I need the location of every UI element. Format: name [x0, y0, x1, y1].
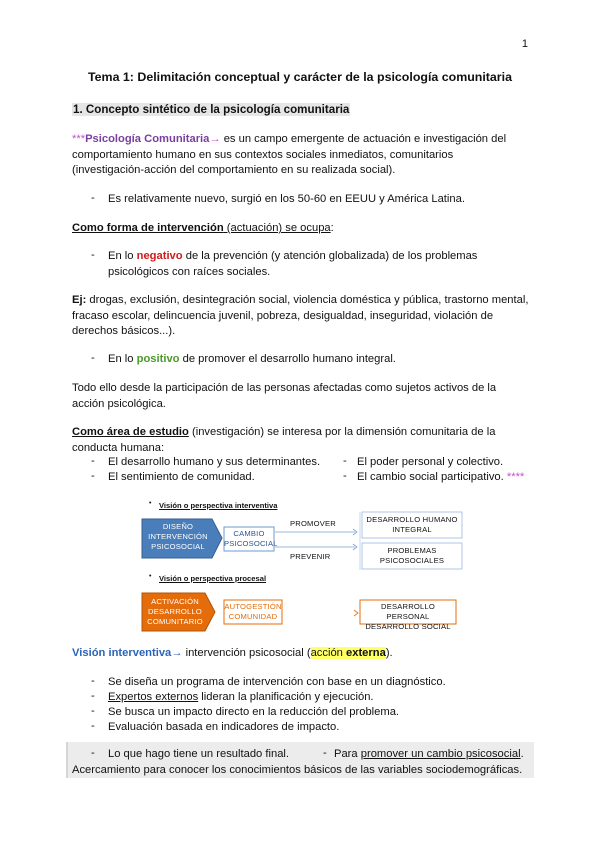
- study-heading-rest: (investigación) se interesa por la dimensión comunitaria de la: [188, 426, 496, 438]
- definition-line-2: comportamiento humano en sus contextos sociales inmediatos, comunitarios: [72, 148, 454, 161]
- study-heading-line-2: conducta humana:: [72, 441, 165, 454]
- expertos-externos: Expertos externos: [108, 691, 199, 703]
- box-desarrollo-text: DESARROLLO HUMANO INTEGRAL: [366, 515, 458, 534]
- intervention-heading-colon: :: [330, 222, 334, 234]
- interventive-bullet-1: Se diseña un programa de intervención con base en un diagnóstico.: [108, 676, 446, 688]
- term-vision-interventiva: Visión interventiva: [72, 647, 172, 659]
- box-autogestion-text: AUTOGESTIÓN COMUNIDAD: [224, 602, 282, 621]
- summary-line-2: Acercamiento para conocer los conocimientos básicos de las variables sociodemográficas.: [72, 764, 523, 776]
- ej-label: Ej:: [72, 294, 87, 306]
- definition-line-1: es un campo emergente de actuación e investigación del: [220, 133, 507, 145]
- interventive-bullet-4: Evaluación basada en indicadores de impacto.: [108, 721, 340, 733]
- pos-pre: En lo: [108, 353, 137, 365]
- neg-pre: En lo: [108, 250, 137, 262]
- box-problemas-text: PROBLEMAS PSICOSOCIALES: [379, 546, 445, 565]
- box-diseno-text: DISEÑO INTERVENCIÓN PSICOSOCIAL: [148, 522, 208, 551]
- stars-mark: ***: [72, 133, 86, 145]
- box-cambio-text: CAMBIO PSICOSOCIAL: [224, 529, 278, 548]
- promover-label: PROMOVER: [290, 519, 336, 528]
- diagram-label-interventiva: Visión o perspectiva interventiva: [159, 501, 278, 510]
- study-item-desarrollo: El desarrollo humano y sus determinantes.: [108, 456, 321, 468]
- ej-line-2: fracaso escolar, delincuencia juvenil, pobreza, desigualdad, inseguridad, violación de: [72, 309, 494, 322]
- participation-line-1: Todo ello desde la participación de las personas afectadas como sujetos activos de la: [72, 382, 497, 394]
- intervention-heading-rest: (actuación) se ocupa: [223, 222, 331, 234]
- term-psicologia-comunitaria: Psicología Comunitaria: [85, 133, 210, 145]
- bullet-new-field: Es relativamente nuevo, surgió en los 50-60 en EEUU y América Latina.: [108, 193, 465, 205]
- box-personal-text: DESARROLLO PERSONAL DESARROLLO SOCIAL: [365, 602, 451, 631]
- summary-left: Lo que hago tiene un resultado final.: [108, 748, 290, 760]
- word-positivo: positivo: [136, 353, 180, 365]
- dash-bullet: -: [91, 705, 95, 717]
- dash-bullet: -: [91, 470, 95, 482]
- interventive-heading: [72, 646, 537, 662]
- dash-bullet: -: [343, 455, 347, 467]
- interventive-close: ).: [385, 647, 393, 659]
- interventive-bullet-3: Se busca un impacto directo en la reducción del problema.: [108, 706, 400, 718]
- study-item-poder: El poder personal y colectivo.: [357, 456, 504, 468]
- dash-bullet: -: [91, 249, 95, 261]
- dash-bullet: -: [91, 720, 95, 732]
- document-title: Tema 1: Delimitación conceptual y carácter de la psicología comunitaria: [88, 70, 512, 84]
- dash-bullet: -: [323, 747, 327, 759]
- dash-bullet: -: [91, 690, 95, 702]
- highlight-accion: acción: [310, 647, 347, 659]
- diagram-label-procesal: Visión o perspectiva procesal: [159, 574, 267, 583]
- bullet-dot: •: [149, 573, 152, 580]
- ej-line-3: derechos básicos...).: [72, 325, 176, 338]
- dash-bullet: -: [91, 675, 95, 687]
- summary-right-post: .: [520, 748, 524, 760]
- stars-mark: ****: [503, 471, 525, 483]
- prevenir-label: PREVENIR: [290, 552, 331, 561]
- study-heading-bold: Como área de estudio: [72, 426, 189, 438]
- dash-bullet: -: [91, 455, 95, 467]
- section-heading: 1. Concepto sintético de la psicología comunitaria: [73, 103, 350, 116]
- interventive-rest: intervención psicosocial (: [182, 647, 311, 659]
- interventive-bullet-2-rest: lideran la planificación y ejecución.: [198, 691, 374, 703]
- summary-right-pre: Para: [334, 748, 361, 760]
- bullet-dot: •: [149, 500, 152, 507]
- word-negativo: negativo: [136, 250, 183, 262]
- arrow-icon: →: [171, 647, 183, 659]
- study-item-cambio-text: El cambio social participativo.: [357, 471, 504, 483]
- neg-post: de la prevención (y atención globalizada) de los problemas: [182, 250, 478, 262]
- dash-bullet: -: [343, 470, 347, 482]
- participation-line-2: acción psicológica.: [72, 397, 166, 410]
- neg-line-2: psicológicos con raíces sociales.: [108, 265, 271, 278]
- box-activacion-text: ACTIVACIÓN DESARROLLO COMUNITARIO: [147, 597, 203, 626]
- dash-bullet: -: [91, 747, 95, 759]
- definition-line-3: (investigación-acción del comportamiento en su realizada social).: [72, 164, 396, 177]
- dash-bullet: -: [91, 352, 95, 364]
- arrow-icon: →: [209, 133, 221, 145]
- intervention-heading-bold: Como forma de intervención: [72, 222, 224, 234]
- pos-post: de promover el desarrollo humano integral.: [179, 353, 396, 365]
- study-item-sentimiento: El sentimiento de comunidad.: [108, 471, 255, 483]
- interventive-bullet-2: [108, 690, 528, 706]
- dash-bullet: -: [91, 192, 95, 204]
- promover-cambio: promover un cambio psicosocial: [360, 748, 521, 760]
- summary-right: [334, 747, 534, 763]
- page-number: 1: [521, 38, 528, 50]
- arrow-head-icon: [354, 610, 358, 616]
- highlight-externa: externa: [346, 647, 386, 659]
- ej-line-1: drogas, exclusión, desintegración social, violencia doméstica y pública, trastorno mental,: [86, 294, 529, 306]
